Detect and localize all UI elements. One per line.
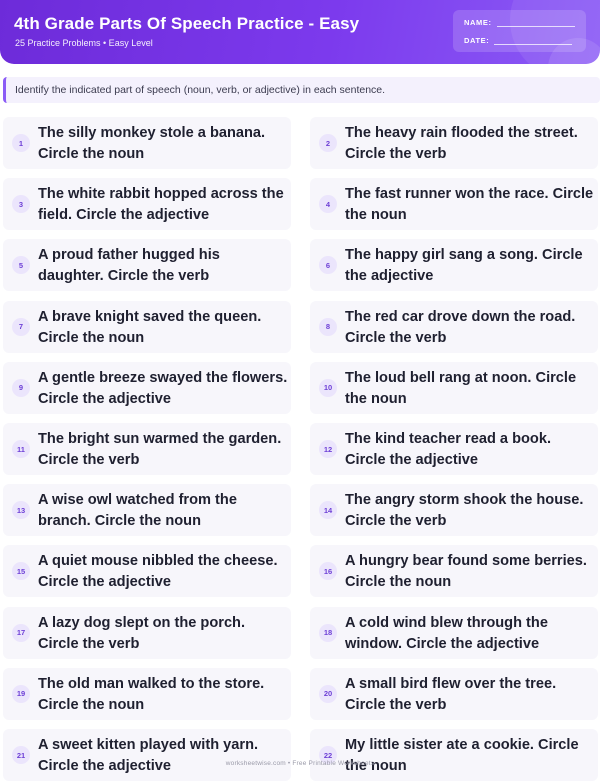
problem-card — [310, 239, 598, 291]
problem-number-badge: 22 — [319, 746, 337, 764]
problem-card — [3, 423, 291, 475]
date-line — [494, 36, 572, 45]
problem-number-badge: 6 — [319, 256, 337, 274]
problem-text: A sweet kitten played with yarn. Circle the adjective — [38, 737, 259, 774]
problem-card — [310, 178, 598, 230]
problem-text: A cold wind blew through the window. Circle the adjective — [345, 614, 548, 652]
problem-text: A lazy dog slept on the porch. Circle the verb — [38, 614, 246, 652]
problem-text: A brave knight saved the queen. Circle the noun — [38, 308, 262, 346]
problem-number-badge: 13 — [12, 501, 30, 519]
problem-number-badge: 14 — [319, 501, 337, 519]
problem-text: The old man walked to the store. Circle the noun — [38, 675, 265, 713]
problem-number-badge: 18 — [319, 624, 337, 642]
problem-card — [3, 607, 291, 659]
problem-number-badge: 8 — [319, 318, 337, 336]
problem-text: The loud bell rang at noon. Circle the noun — [345, 369, 577, 407]
problem-number-badge: 17 — [12, 624, 30, 642]
problem-text: The silly monkey stole a banana. Circle the noun — [38, 125, 266, 162]
problem-number-badge: 7 — [12, 318, 30, 336]
problem-number-badge: 3 — [12, 195, 30, 213]
problem-number-badge: 2 — [319, 134, 337, 152]
problem-text: The fast runner won the race. Circle the noun — [345, 186, 594, 224]
problem-text: A quiet mouse nibbled the cheese. Circle the adjective — [38, 553, 278, 591]
problem-number-badge: 11 — [12, 440, 30, 458]
problem-text: The red car drove down the road. Circle the verb — [345, 308, 576, 346]
problem-text: A small bird flew over the tree. Circle the verb — [345, 675, 557, 713]
name-date-box — [453, 10, 586, 52]
name-field[interactable] — [464, 18, 575, 27]
problem-text: The bright sun warmed the garden. Circle the verb — [38, 431, 282, 468]
problem-text: A wise owl watched from the branch. Circle the noun — [38, 492, 237, 530]
problem-number-badge: 5 — [12, 256, 30, 274]
problem-card — [310, 545, 598, 597]
problem-text: The heavy rain flooded the street. Circle the verb — [345, 125, 578, 162]
problem-number-badge: 10 — [319, 379, 337, 397]
problem-text: A proud father hugged his daughter. Circle the verb — [38, 247, 220, 285]
problem-number-badge: 1 — [12, 134, 30, 152]
problem-card — [3, 239, 291, 291]
problem-card — [310, 423, 598, 475]
problem-card — [3, 668, 291, 720]
worksheet-title: 4th Grade Parts Of Speech Practice - Easy — [14, 14, 360, 33]
instructions-banner: Identify the indicated part of speech (noun, verb, or adjective) in each sentence. — [3, 77, 600, 103]
problem-card — [3, 117, 291, 169]
problem-card — [3, 729, 291, 781]
problem-text: My little sister ate a cookie. Circle the noun — [345, 737, 579, 774]
problem-card — [310, 301, 598, 353]
problem-number-badge: 12 — [319, 440, 337, 458]
problem-card — [310, 668, 598, 720]
problem-number-badge: 21 — [12, 746, 30, 764]
problem-number-badge: 4 — [319, 195, 337, 213]
problem-number-badge: 16 — [319, 562, 337, 580]
problem-card — [3, 362, 291, 414]
problem-card — [3, 301, 291, 353]
problem-number-badge: 19 — [12, 685, 30, 703]
problem-card — [310, 362, 598, 414]
worksheet-header — [0, 0, 600, 64]
problem-text: A hungry bear found some berries. Circle the noun — [345, 553, 587, 591]
problem-text: The angry storm shook the house. Circle the verb — [345, 492, 584, 530]
problem-card — [3, 545, 291, 597]
problem-card — [310, 729, 598, 781]
problem-card — [310, 117, 598, 169]
name-label: NAME: — [464, 18, 492, 27]
problem-card — [3, 178, 291, 230]
date-label: DATE: — [464, 36, 490, 45]
problem-text: The white rabbit hopped across the field. Circle the adjective — [38, 186, 284, 224]
problem-text: A gentle breeze swayed the flowers. Circle the adjective — [38, 369, 288, 407]
problem-card — [3, 484, 291, 536]
problem-text: The kind teacher read a book. Circle the adjective — [345, 431, 551, 468]
problem-text: The happy girl sang a song. Circle the adjective — [345, 247, 583, 285]
problem-number-badge: 15 — [12, 562, 30, 580]
name-line — [497, 18, 575, 27]
footer-credit: worksheetwise.com • Free Printable Worksheets — [225, 760, 375, 767]
worksheet-subtitle: 25 Practice Problems • Easy Level — [15, 38, 153, 48]
date-field[interactable] — [464, 36, 572, 45]
problem-number-badge: 9 — [12, 379, 30, 397]
problem-number-badge: 20 — [319, 685, 337, 703]
problem-card — [310, 607, 598, 659]
problem-card — [310, 484, 598, 536]
